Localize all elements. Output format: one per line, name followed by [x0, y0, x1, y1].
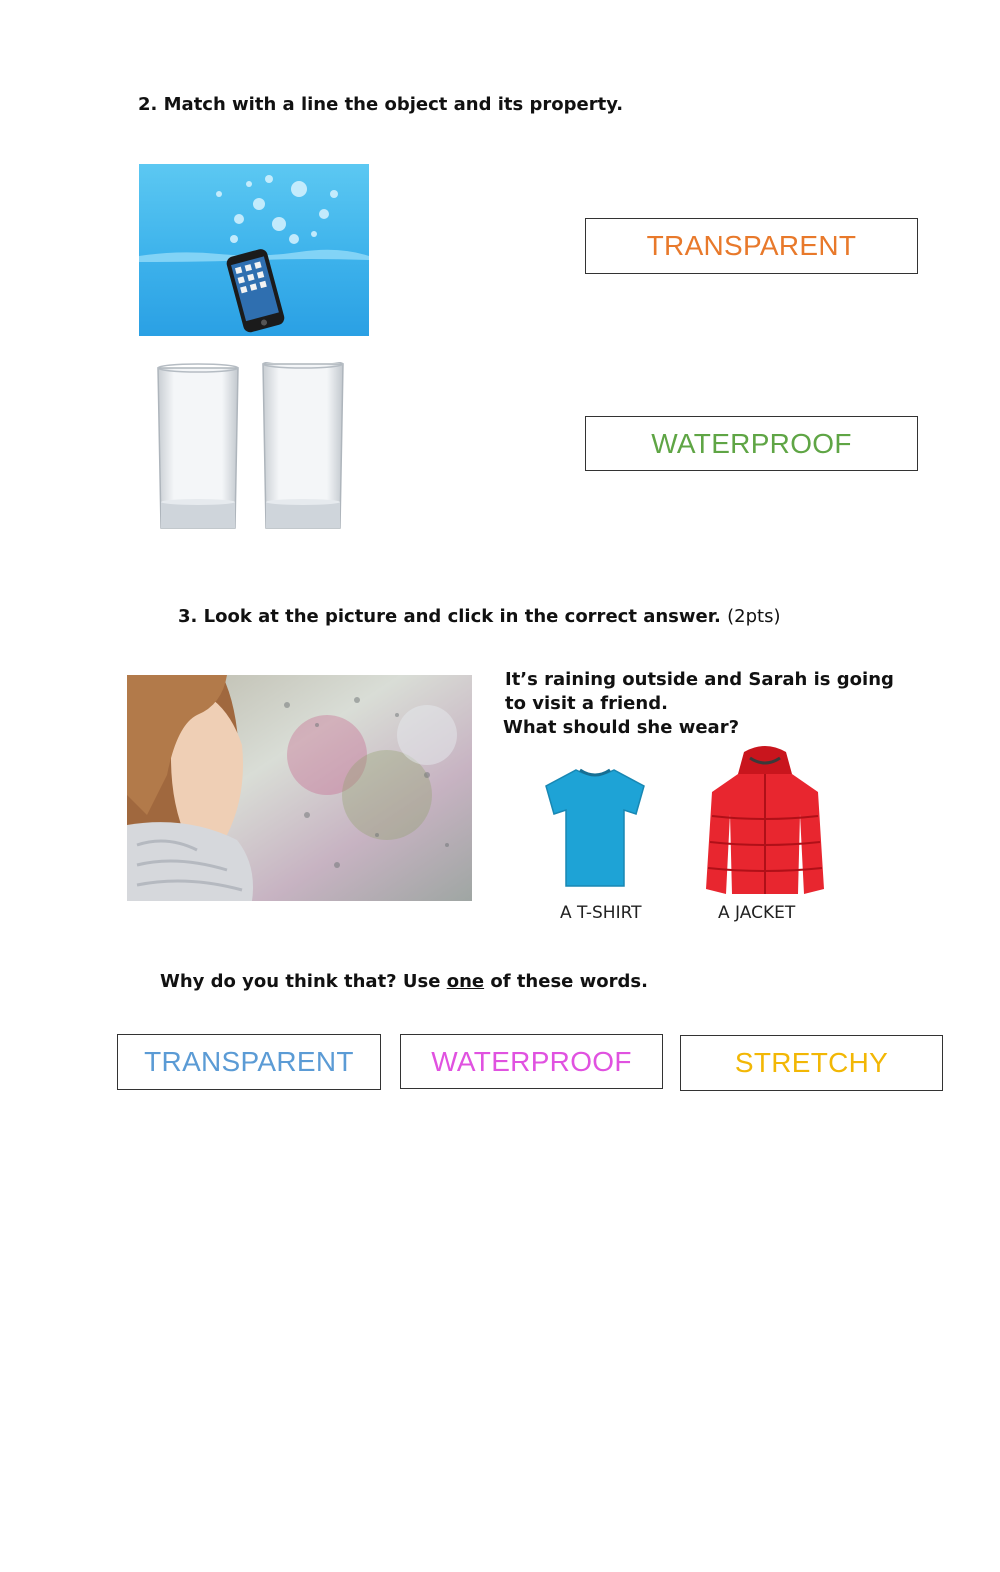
jacket-label: A JACKET — [718, 903, 796, 923]
option-transparent[interactable] — [585, 218, 918, 274]
section2-heading: 2. Match with a line the object and its property. — [138, 94, 624, 115]
word-waterproof-label: WATERPROOF — [431, 1045, 632, 1077]
section3-heading — [178, 606, 781, 627]
option-waterproof-label: WATERPROOF — [651, 427, 852, 459]
option-waterproof[interactable] — [585, 416, 918, 471]
two-glasses-image — [155, 362, 345, 534]
jacket-icon — [700, 744, 830, 899]
why-text-before: Why do you think that? Use — [160, 971, 447, 992]
question-line-3: What should she wear? — [503, 717, 740, 738]
question-text — [505, 668, 894, 740]
tshirt-icon — [540, 764, 650, 890]
section3-heading-text: 3. Look at the picture and click in the correct answer. — [178, 606, 721, 627]
word-stretchy[interactable] — [680, 1035, 943, 1091]
tshirt-label: A T-SHIRT — [560, 903, 642, 923]
choice-jacket[interactable] — [700, 744, 830, 928]
word-transparent[interactable] — [117, 1034, 381, 1090]
choice-tshirt[interactable] — [540, 764, 650, 928]
question-line-1: It’s raining outside and Sarah is going — [505, 669, 894, 690]
option-transparent-label: TRANSPARENT — [646, 230, 857, 261]
word-stretchy-label: STRETCHY — [734, 1047, 889, 1078]
girl-rainy-window-image — [127, 675, 472, 901]
phone-in-water-image — [139, 164, 369, 336]
why-text-after: of these words. — [484, 971, 648, 992]
word-transparent-label: TRANSPARENT — [144, 1046, 354, 1077]
why-text-underlined: one — [446, 971, 485, 992]
points-label: (2pts) — [727, 606, 781, 627]
word-waterproof[interactable] — [400, 1034, 663, 1089]
why-text — [160, 971, 648, 992]
question-line-2: to visit a friend. — [505, 693, 668, 714]
